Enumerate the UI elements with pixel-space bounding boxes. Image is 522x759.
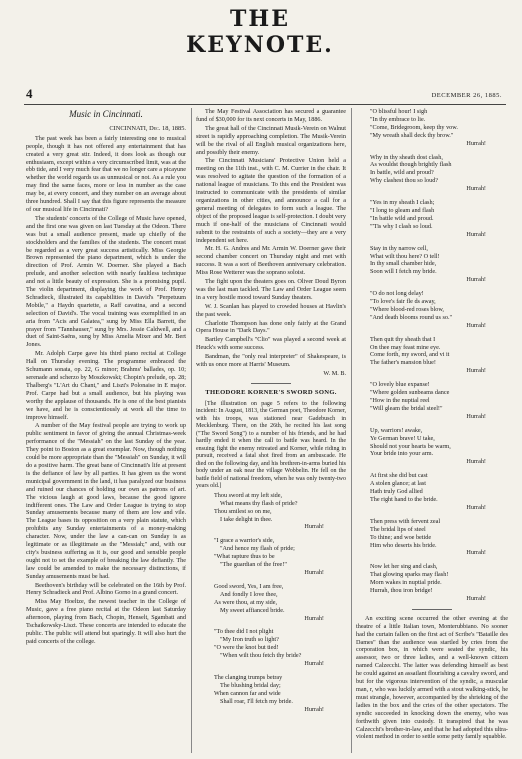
poem-line: The father's mansion blue! [370,359,436,367]
poem-line: Good sword, Yes, I am free, [214,582,284,590]
article-paragraph: W. J. Scanlan has played to crowded houses at Havlin's the past week. [196,302,346,318]
poem-refrain: Hurrah! [466,503,486,511]
poem-line: Then press with fervent zeal [370,517,441,525]
poem-line: What wilt thou here? O tell! [370,252,440,260]
poem-refrain: Hurrah! [466,458,486,466]
poem-line: "To love's fair fle ds away, [370,298,436,306]
poem-line: Him who deserts his bride. [370,541,437,549]
poem-line: Hurrah, thou iron bridge! [370,587,433,595]
poem-line: Thou smilest so on me, [214,507,272,515]
poem-line: Thou sword at my left side, [214,491,283,499]
article-paragraph: A number of the May festival people are trying to work up public sentiment in favor of giving the annual Christmas-week performance of the "Messiah" on the last Sunday of the year. They point to Boston as a great exemplar. Now, though nothing could be more appropriate than the "Messiah" on Sunday, it will do a positive harm. The great bane of Cincinnati's life at present is the defiance of law by all parties. It has given us the worst municipal government in the land, it has paralyzed our business and ruined our chances of holding our own as patrons of art. The vicious laugh at good laws, because the good ignore indifferent ones. The Law and Order League is trying to stop Sunday amusements because many of them are low and vile. The League bases its opposition on a very plain statute, which prohibits any Sunday entertainments of a money-making character. Now, under the law a can-can on Sunday is as legitimate or as illegitimate as the "Messiah;" and, with our city's business suffering as it is, our good and sensible people ought not to set the example of breaking the law defiantly. The law could be amended to make the necessary distinctions, if Sunday amusements must be had. [26,422,186,580]
poem-stanza [356,290,508,330]
poem-line: Up, warriors! awake, [370,426,423,434]
poem-line: "O do not long delay! [370,290,424,298]
poem-line: Your bride into your arm. [370,450,434,458]
poem-line: I take delight in thee. [220,515,273,523]
header-rule [24,104,506,105]
poem-refrain: Hurrah! [304,660,324,668]
column-2 [196,108,346,753]
poem-refrain: Hurrah! [466,412,486,420]
article-paragraph: The great hall of the Cincinnati Musik-Verein on Walnut street is rapidly approaching completion. The Musik-Verein will be the rival of all English musical organizations here, and possibly their enemy. [196,124,346,156]
poem-line: A stolen glance; at last [370,480,427,488]
issue-dateline: DECEMBER 26, 1885. [431,92,502,99]
poem-line: My sweet affianced bride. [220,606,285,614]
poem-line: "In battle wild and proud. [370,214,434,222]
poem-refrain: Hurrah! [466,594,486,602]
poem-line: "Yes in my sheath I clash; [370,199,435,207]
poem-line: As wouldst though brightly flash [370,161,452,169]
poem-refrain: Hurrah! [304,705,324,713]
poem-line: When cannon far and wide [214,689,281,697]
poem-line: In thy small chamber hide, [370,260,437,268]
poem-line: "Where golden sunbeams dance [370,389,450,397]
poem-line: The blushing bridal day; [220,681,281,689]
poem-line: "In thy embrace to lie. [370,115,426,123]
poem-line: "O were the knot but tied! [214,644,279,652]
poem-line: "Will gleam the bridal steel!" [370,404,443,412]
article-signature: W. M. B. [323,370,346,377]
poem-stanza [196,583,346,623]
poem-line: "What rapture thus to be [214,553,275,561]
poem-line: "When wilt thou fetch thy bride? [220,652,302,660]
poem-line: And fondly I love thee, [220,590,278,598]
poem-stanza [196,492,346,532]
poem-line: "O lovely blue expanse! [370,381,430,389]
poem-line: Come forth, my sword, and vi it [370,351,450,359]
poem-line: Shall roar, I'll fetch my bride. [220,697,293,705]
poem-introduction: [The illustration on page 5 refers to the following incident: In August, 1813, the German poet, Theodore Korner, with his troops, was stationed near Gadebusch in Mecklenburg. There, on the 26th, he recited his last song ("The Sword Song") to a number of his friends, and he had hardly ended it when the call to battle was heard. In the ensuing fight the enemy retreated and Korner, while riding in pursuit, received a fatal shot fired from an ambuscade. He died on the following day, and his brethren-in-arms buried his body under an oak near the village Wobbelin. He fell on the battle field of national freedom, when he was only twenty-two years old.] [196,400,346,490]
poem-stanza [356,199,508,239]
article-paragraph: Bartley Campbell's "Clio" was played a second week at Heuck's with some success. [196,336,346,352]
poem-line: "I long to gleam and flash [370,206,435,214]
poem-line: Stay in thy narrow cell, [370,244,428,252]
poem-line: Now let her sing and clash, [370,563,438,571]
poem-refrain: Hurrah! [466,321,486,329]
poem-refrain: Hurrah! [466,276,486,284]
poem-line: What means thy flash of pride? [220,499,298,507]
poem-line: "Come, Bridegroom, keep thy vow. [370,123,458,131]
poem-line: The bridal lips of steel [370,525,426,533]
article-dateline: CINCINNATI, Dec. 18, 1885. [109,124,186,132]
poem-line: Morn wakes in nuptial pride. [370,579,442,587]
poem-stanza [356,154,508,194]
poem-line: "And death blooms round us so." [370,313,453,321]
article-paragraph: Bandman, the "only real interpreter" of Shakespeare, is with us once more at Harris' Museum. [196,353,346,369]
poem-line: Why in thy sheath dost clash, [370,153,443,161]
poem-heading: THEODORE KORNER'S SWORD SONG. [205,388,337,396]
poem-stanza [196,537,346,577]
poem-stanza [356,381,508,421]
article-paragraph: The fight upon the theaters goes on. Oliver Doud Byron was the last man tackled. The Law and Order League seem in a very hostile mood toward Sunday theaters. [196,278,346,301]
article-paragraph: Miss May Hoeltze, the newest teacher in the College of Music, gave a free piano recital at the Odeon last Saturday afternoon, playing from Bach, Chopin, Henselt, Sgambati and Tschaikowsky-Liszt. These concerts are intended to educate the public. The public will attend but sparingly. It will also hurt the paid concerts of the college. [26,598,186,645]
poem-line: As were thou, at my side, [214,598,278,606]
column-3 [356,108,508,753]
column-divider [351,108,352,753]
article-paragraph: Charlotte Thompson has done only fairly at the Grand Opera House in "Dark Days." [196,319,346,335]
poem-line: The clanging trumps betray [214,673,283,681]
poem-line: Should not your hearts be warm, [370,442,451,450]
poem-line: That glowing sparks may flash! [370,571,449,579]
column-1 [26,108,186,753]
masthead: THE KEYNOTE. [186,6,334,58]
poem-line: Why clashest thou so loud? [370,177,439,185]
article-title: Music in Cincinnati. [69,109,143,119]
poem-line: Hath truly God allied [370,488,423,496]
poem-stanza [196,674,346,714]
poem-line: "The guardian of the free!" [220,561,287,569]
poem-line: On thee may feast mine eye. [370,343,441,351]
poem-refrain: Hurrah! [466,549,486,557]
poem-line: Ye German brave! U take, [370,434,435,442]
poem-line: In battle, wild and proud? [370,169,434,177]
poem-stanza [356,427,508,467]
poem-stanza [356,336,508,376]
poem-line: "I grace a warrior's side, [214,537,275,545]
section-separator [251,383,291,384]
column-divider [191,108,192,753]
poem-refrain: Hurrah! [304,568,324,576]
article-paragraph: The May Festival Association has secured a guarantee fund of $30,000 for its next concerts in May, 1886. [196,108,346,123]
poem-refrain: Hurrah! [466,185,486,193]
poem-stanza [356,518,508,558]
article-paragraph: Mr. H. G. Andres and Mr. Armin W. Doerner gave their second chamber concert on Thursday night and met with success. It was a sort of Beethoven anniversary celebration. Miss Rose Wetterer was the soprano soloist. [196,245,346,277]
poem-line: Soon will I fetch my bride. [370,268,437,276]
poem-line: "'Tis why I clash so loud. [370,222,433,230]
poem-stanza [356,245,508,285]
poem-line: "Where blood-red roses blow, [370,305,444,313]
article-paragraph: An exciting scene occurred the other evening at the theatre of a little Italian town, Monterubbiano. No sooner had the curtain fallen on the first act of Scribe's "Bataille des Dames" than the audience was startled by cries from the corporation box, in which were seated the syndic, his assessor, two or three ladies, and a well-known citizen named Calzecchi. The latter was defending himself as best he could against an assailant flourishing a cavalry sword, and but for the vigorous intervention of the syndic, a muscular man, r, who was luckily armed with a stout walking-stick, he must strangle, however, accompanied by the shrieking of the ladies in the box and the cries of the other spectators. The syndic succeeded in knocking down the enemy, who was forthwith given into custody. It transpired that he was Calzecchi's brother-in-law, and that he had adopted this ultra-violent method in order to settle some petty family squabble. [356,614,508,741]
poem-refrain: Hurrah! [466,367,486,375]
article-paragraph: The Cincinnati Musicians' Protective Union held a meeting on the 11th inst., with C. M. Currier in the chair. It was resolved to agitate the question of the formation of a national league of musicians. To this end the President was instructed to communicate with the presidents of similar organizations in other cities, and announce a call for a general meeting of delegates to form such a league. The object of the proposed league is self-protection. I doubt very much if one-half of the musicians of Cincinnati would submit to the restraints of such a society—they are a very independent set here. [196,157,346,244]
poem-stanza [196,628,346,668]
poem-line: The right hand to the bride. [370,495,438,503]
poem-line: "O blissful hour! I sigh [370,108,428,115]
poem-line: At first she did but cast [370,472,428,480]
poem-line: "My wreath shall deck thy brow." [370,131,454,139]
poem-line: "And hence my flash of pride; [220,545,295,553]
poem-line: "To thee did I not plight [214,628,274,636]
section-separator [412,609,452,610]
poem-line: To thine; and woe betide [370,533,432,541]
page-number: 4 [26,86,33,101]
poem-stanza [356,472,508,512]
article-paragraph: Beethoven's birthday will be celebrated on the 16th by Prof. Henry Schradieck and Prof. Albino Gorno in a grand concert. [26,581,186,597]
poem-refrain: Hurrah! [304,523,324,531]
poem-line: "How in the nuptial reel [370,397,430,404]
poem-line: Then quit thy sheath that I [370,335,436,343]
poem-stanza [356,108,508,148]
poem-refrain: Hurrah! [304,614,324,622]
poem-refrain: Hurrah! [466,139,486,147]
article-paragraph: Mr. Adolph Carpe gave his third piano recital at College Hall on Thursday evening. The programme embraced the Schumann sonata, op. 22, G minor; Brahms' ballades, op. 10; serenade and scherzo by Moszkowski; Chopin's prelude, op. 28; Thalberg's "L'Art du Chant," and Liszt's Polonaise in E major. Prof. Carpe had but a small audience, but his playing was worthy the applause of thousands. He is one of the best pianists we have, and he is conscientiously at work all the time to improve himself. [26,350,186,421]
poem-refrain: Hurrah! [466,230,486,238]
article-paragraph: The students' concerts of the College of Music have opened, and the first one was given on last Tuesday at the Odeon. There was but a small audience present, made up chiefly of the stockholders and the families of the students. The concert must be regarded as a very great success artistically. Miss Georgie Brown represented the piano department, which is under the direction of Prof. Armin W. Doerner. She played a Bach prelude, and another selection with nearly faultless technique and not a little beauty of expression. She is a promising pupil. The violin department, displaying the work of Prof. Henry Schradieck, illustrated its capabilities in David's "Perpetuum Mobile," a Haydn quartette, a Raff cavatina, and a second selection of David's. The vocal training was exemplified in an aria from "Acis and Galatea," sung by Miss Ella Barrett, the prayer from "Tannhauser," sung by Mrs. Jessie Caldwell, and a duet of Saint-Saëns, sung by Miss Amelia Mixer and Mr. Bert Jones. [26,214,186,349]
article-paragraph: The past week has been a fairly interesting one to musical people, though it has not offered any entertainment that has created a very great stir. Indeed, it does look as though our enthusiasm, except within a very circumscribed limit, was at the ebb tide, and I very much fear that we no longer care a picayune whether the world regards us as unmusical or not. As a rule you may find the same faces, more or less in number as the case may be, at every concert, and they number on an average about three hundred. Shall I say that this figure represents the measure of our musical life in Cincinnati? [26,134,186,213]
poem-stanza [356,563,508,603]
poem-line: "My Iron truth so light? [220,636,279,644]
